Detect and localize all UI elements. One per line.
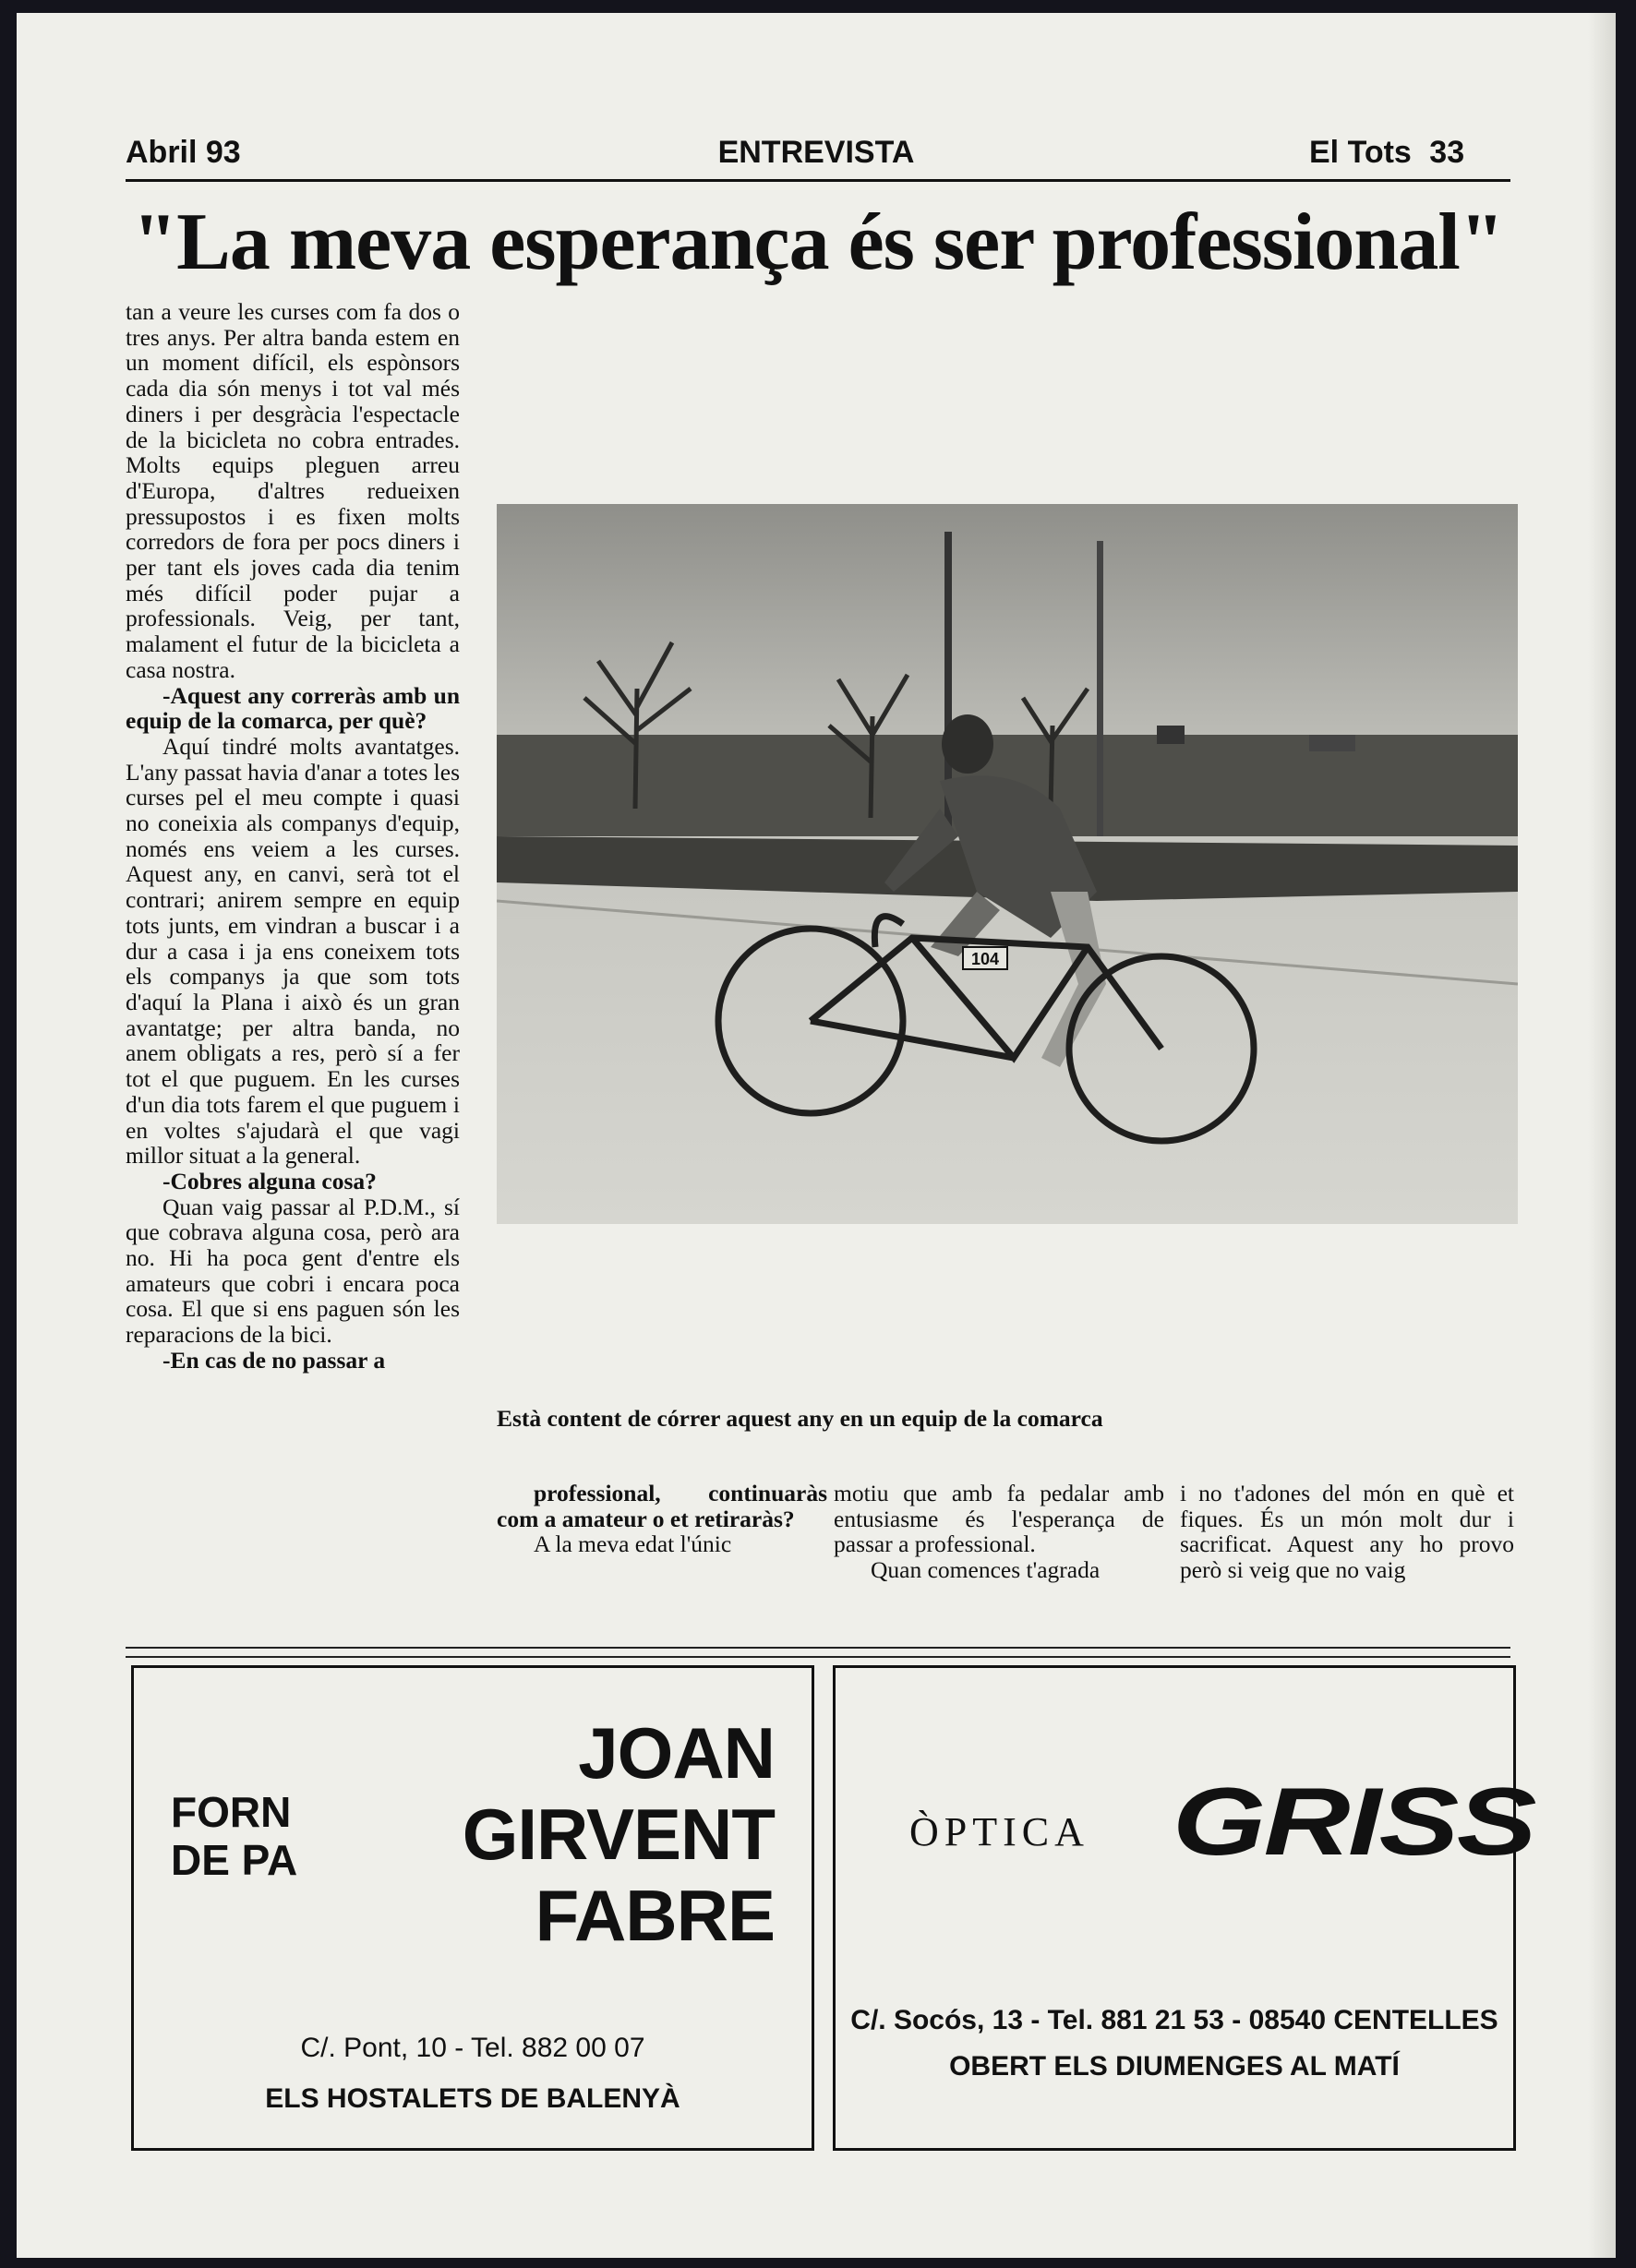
- ad-bakery-name2: GIRVENT: [462, 1794, 775, 1875]
- header-date: Abril 93: [126, 135, 241, 170]
- interview-question: -En cas de no passar a: [162, 1346, 386, 1374]
- header-section: ENTREVISTA: [717, 135, 915, 170]
- ads-rule-lower: [126, 1656, 1510, 1658]
- article-paragraph: motiu que amb fa pedalar amb entusiasme és l'esperança de passar a professional.: [834, 1480, 1164, 1558]
- ad-bakery-town: ELS HOSTALETS DE BALENYÀ: [265, 2083, 680, 2114]
- ad-bakery-owner: [463, 1712, 775, 1956]
- article-column-4: [1180, 1481, 1514, 1583]
- ad-optician-hours: OBERT ELS DIUMENGES AL MATÍ: [949, 2051, 1400, 2082]
- article-title: "La meva esperança és ser professional": [132, 198, 1504, 287]
- ad-bakery-name3: FABRE: [535, 1875, 775, 1956]
- ad-bakery-address: C/. Pont, 10 - Tel. 882 00 07: [300, 2033, 645, 2063]
- article-paragraph: A la meva edat l'únic: [534, 1530, 732, 1558]
- article-paragraph: tan a veure les curses com fa dos o tres anys. Per altra banda estem en un moment difícil, els espònsors cada dia són menys i tot val més diners i per desgràcia l'espectacle de la bicicleta no cobra entrades. Molts equips pleguen arreu d'Europa, d'altres redueixen pressupostos i es fixen molts corredors de fora per pocs diners i per tant els joves cada dia tenim més difícil poder pujar a professionals. Veig, per tant, malament el futur de la bicicleta a casa nostra.: [126, 298, 460, 683]
- header-magazine-name: El Tots: [1309, 135, 1412, 170]
- cyclist-photo-illustration: [497, 504, 1518, 1224]
- ad-bakery-line2: DE PA: [171, 1836, 298, 1884]
- article-paragraph: Aquí tindré molts avantatges. L'any passat havia d'anar a totes les curses pel el meu compte i quasi no coneixia als companys d'equip, només ens veiem a les curses. Aquest any, en canvi, serà tot el contrari; anirem sempre en equip tots junts, em vindran a buscar i a dur a casa i ja ens coneixem tots els companys ja que som tots d'aquí la Plana i això és un gran avantatge; per altra banda, no anem obligats a res, però sí a fer tot el que puguem. En les curses d'un dia tots farem el que puguem i en voltes s'ajudarà el que vagi millor situat a la general.: [126, 732, 460, 1170]
- ad-optician-address: C/. Socós, 13 - Tel. 881 21 53 - 08540 CENTELLES: [850, 2005, 1498, 2035]
- ad-optician-label: ÒPTICA: [909, 1809, 1089, 1854]
- magazine-page: [17, 13, 1616, 2258]
- article-column-3: [834, 1481, 1164, 1583]
- ad-bakery-name1: JOAN: [578, 1712, 775, 1794]
- header-rule: [126, 179, 1510, 182]
- interview-question: -Aquest any correràs amb un equip de la comarca, per què?: [126, 681, 460, 735]
- header-magazine: [1309, 135, 1464, 171]
- ad-optician-brand: GRISS: [1173, 1769, 1535, 1876]
- ads-rule-upper: [126, 1647, 1510, 1649]
- header-page-number: 33: [1429, 135, 1465, 170]
- article-paragraph: Quan comences t'agrada: [871, 1556, 1101, 1584]
- ad-bakery-line1: FORN: [171, 1788, 292, 1836]
- article-column-2: [497, 1481, 827, 1557]
- article-paragraph: Quan vaig passar al P.D.M., sí que cobrava alguna cosa, però ara no. Hi ha poca gent d'entre els amateurs que cobri i encara poca cosa. El que si ens paguen són les reparacions de la bici.: [126, 1193, 460, 1349]
- interview-question: professional, continuaràs com a amateur o et retiraràs?: [497, 1480, 827, 1532]
- page-edge-shadow: [1588, 13, 1616, 2258]
- ad-bakery: [131, 1665, 814, 2151]
- photo-caption: Està content de córrer aquest any en un equip de la comarca: [497, 1405, 1103, 1432]
- cyclist-photo: [497, 504, 1518, 1224]
- article-paragraph: i no t'adones del món en què et fiques. És un món molt dur i sacrificat. Aquest any ho provo però si veig que no vaig: [1180, 1480, 1514, 1584]
- article-column-1: [126, 299, 460, 1374]
- bib-number: 104: [970, 950, 1000, 968]
- interview-question: -Cobres alguna cosa?: [162, 1167, 377, 1194]
- ad-bakery-type: [171, 1788, 297, 1884]
- ad-optician: [833, 1665, 1535, 2151]
